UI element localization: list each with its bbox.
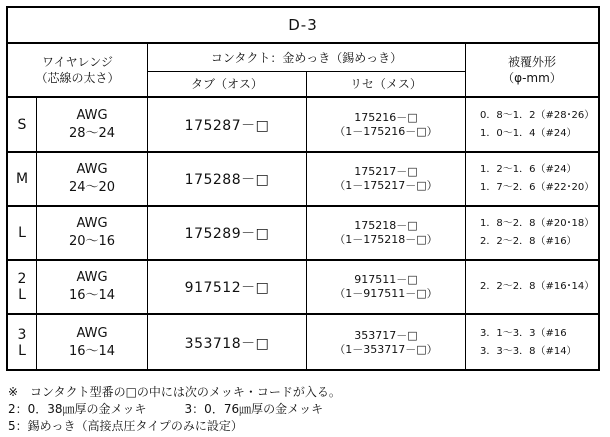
footnote-code-2: 2：0．38㎛厚の金メッキ [8, 402, 147, 416]
awg-range: 20～16 [68, 234, 116, 249]
footnotes [8, 384, 598, 435]
table-title: D-3 [288, 16, 318, 34]
tab-part-number: 175287－□ [184, 117, 270, 134]
table-row-size [8, 153, 36, 205]
header-receptacle: リセ（メス） [350, 77, 422, 91]
coating-line: 3．1～3．3（#16 [480, 327, 567, 339]
receptacle-part-number [307, 261, 465, 313]
coating-range [466, 153, 598, 205]
coating-range [466, 315, 598, 370]
receptacle-primary: 175218－□ [354, 219, 418, 232]
receptacle-primary: 353717－□ [354, 328, 418, 342]
table-row-awg [37, 153, 147, 205]
coating-line: 2．2～2．8（#16･14） [480, 281, 595, 292]
receptacle-primary: 175216－□ [354, 110, 418, 124]
header-coating [466, 44, 598, 96]
coating-line: 2．2～2．8（#16） [480, 236, 577, 247]
coating-line: 3．3～3．8（#14） [480, 345, 577, 357]
receptacle-part-number [307, 98, 465, 151]
awg-range: 28～24 [68, 125, 116, 141]
receptacle-alt: （1－175218－□） [334, 233, 438, 246]
coating-range [466, 261, 598, 313]
header-wire-range [8, 44, 147, 96]
size-label: M [15, 171, 29, 187]
coating-range [466, 98, 598, 151]
awg-label: AWG [76, 162, 108, 177]
receptacle-alt: （1－353717－□） [334, 342, 438, 356]
coating-line: 1．2～1．6（#24） [480, 164, 577, 175]
awg-label: AWG [76, 216, 108, 231]
awg-range: 16～14 [68, 288, 116, 303]
coating-line: 1．0～1．4（#24） [480, 127, 577, 139]
table-row-awg [37, 261, 147, 313]
table-row-size [8, 315, 36, 370]
table-row-awg [37, 207, 147, 259]
table-row-size [8, 207, 36, 259]
footnote-plating-codes [8, 401, 598, 418]
header-wire-range-sub: （芯線の太さ） [35, 71, 120, 85]
header-wire-range-label: ワイヤレンジ [42, 55, 113, 69]
tab-part-number: 917512－□ [184, 280, 270, 296]
receptacle-alt: （1－175217－□） [334, 179, 438, 192]
receptacle-part-number [307, 207, 465, 259]
size-label: L [18, 287, 26, 303]
coating-range [466, 207, 598, 259]
header-tab: タブ（オス） [191, 77, 263, 91]
awg-label: AWG [76, 270, 108, 285]
size-label: S [17, 116, 27, 133]
table-row-size [8, 261, 36, 313]
receptacle-primary: 917511－□ [354, 273, 418, 286]
awg-range: 16～14 [68, 343, 116, 359]
table-row-awg [37, 315, 147, 370]
footnote-code-5: 5：錫めっき（高接点圧タイプのみに設定） [8, 419, 243, 433]
size-label: L [18, 225, 26, 241]
tab-part-number: 353718－□ [184, 335, 270, 352]
receptacle-alt: （1－917511－□） [334, 287, 438, 300]
receptacle-part-number [307, 315, 465, 370]
awg-range: 24～20 [68, 180, 116, 195]
receptacle-primary: 175217－□ [354, 165, 418, 178]
size-label: 2 [17, 271, 27, 287]
header-contact: コンタクト：金めっき（錫めっき） [210, 50, 403, 65]
awg-label: AWG [76, 325, 108, 341]
header-coating-sub: （φ-mm） [502, 71, 562, 85]
header-coating-label: 被覆外形 [507, 55, 556, 69]
table-row-size [8, 98, 36, 151]
receptacle-alt: （1－175216－□） [334, 124, 438, 138]
coating-line: 0．8～1．2（#28･26） [480, 109, 595, 121]
footnote-intro: ※ コンタクト型番の□の中には次のメッキ・コードが入る。 [8, 385, 341, 399]
awg-label: AWG [76, 107, 108, 123]
footnote-code-3: 3：0．76㎛厚の金メッキ [184, 402, 324, 416]
coating-line: 1．7～2．6（#22･20） [480, 182, 595, 193]
divider [147, 71, 465, 72]
size-label: L [18, 342, 26, 359]
size-label: 3 [17, 326, 27, 343]
tab-part-number: 175288－□ [184, 172, 270, 188]
table-row-awg [37, 98, 147, 151]
coating-line: 1．8～2．8（#20･18） [480, 218, 595, 229]
receptacle-part-number [307, 153, 465, 205]
tab-part-number: 175289－□ [184, 226, 270, 242]
